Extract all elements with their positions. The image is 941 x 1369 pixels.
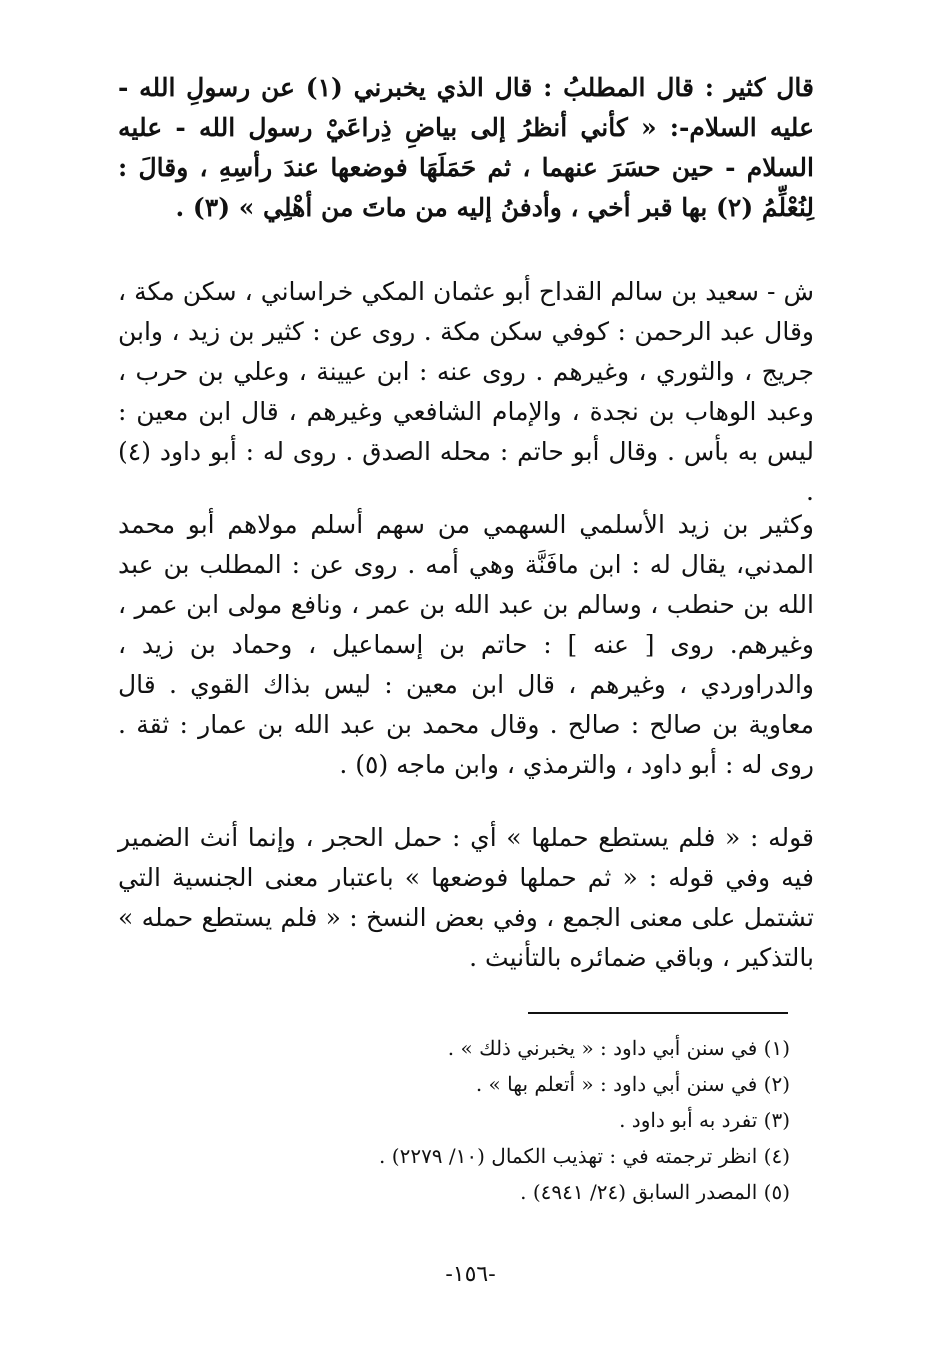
commentary-paragraph: قوله : « فلم يستطع حملها » أي : حمل الحجر ، وإنما أنث الضمير فيه وفي قوله : « ثم حملها فوضعها » باعتبار معنى الجنسية التي تشتمل على معنى الجمع ، وفي بعض النسخ : « فلم يستطع حمله » بالتذكير ، وباقي ضمائره بالتأنيث . bbox=[118, 823, 814, 972]
footnote-3: (٣) تفرد به أبو داود . bbox=[619, 1108, 790, 1132]
footnote-1: (١) في سنن أبي داود : « يخبرني ذلك » . bbox=[447, 1036, 790, 1060]
footnote-2: (٢) في سنن أبي داود : « أتعلم بها » . bbox=[475, 1072, 790, 1096]
hadith-paragraph: قال كثير : قال المطلبُ : قال الذي يخبرني (١) عن رسولِ الله - عليه السلام-: « كأني أنظرُ إلى بياضِ ذِراعَيْ رسول الله - عليه السلام - حين حسَرَ عنهما ، ثم حَمَلَهَا فوضعها عندَ رأسِهِ ، وقالَ : لِنُعْلِّمُ (٢) بها قبر أخي ، وأدفنُ إليه من ماتَ من أهْلِي » (٣) . bbox=[118, 73, 814, 222]
footnote-separator bbox=[528, 1012, 788, 1014]
footnotes bbox=[200, 1030, 790, 1210]
narrator-paragraph-katheer: وكثير بن زيد الأسلمي السهمي من سهم أسلم مولاهم أبو محمد المدني، يقال له : ابن مافَنَّة وهي أمه . روى عن : المطلب بن عبد الله بن حنطب ، وسالم بن عبد الله بن عمر ، ونافع مولى ابن عمر ، وغيرهم. روى [ عنه ] : حاتم بن إسماعيل ، وحماد بن زيد ، والدراوردي ، وغيرهم ، قال ابن معين : ليس بذاك القوي . قال معاوية بن صالح : صالح . وقال محمد بن عبد الله بن عمار : ثقة . روى له : أبو داود ، والترمذي ، وابن ماجه (٥) . bbox=[118, 510, 814, 779]
footnote-5: (٥) المصدر السابق (٢٤/ ٤٩٤١) . bbox=[520, 1180, 790, 1204]
page-number: -١٥٦- bbox=[445, 1262, 496, 1287]
footnote-4: (٤) انظر ترجمته في : تهذيب الكمال (١٠/ ٢٢٧٩) . bbox=[379, 1144, 790, 1168]
narrator-paragraph-saeed: ش - سعيد بن سالم القداح أبو عثمان المكي خراساني ، سكن مكة ، وقال عبد الرحمن : كوفي سكن مكة . روى عن : كثير بن زيد ، وابن جريج ، والثوري ، وغيرهم . روى عنه : ابن عيينة ، وعلي بن حرب ، وعبد الوهاب بن نجدة ، والإمام الشافعي وغيرهم ، قال ابن معين : ليس به بأس . وقال أبو حاتم : محله الصدق . روى له : أبو داود (٤) . bbox=[118, 277, 814, 506]
